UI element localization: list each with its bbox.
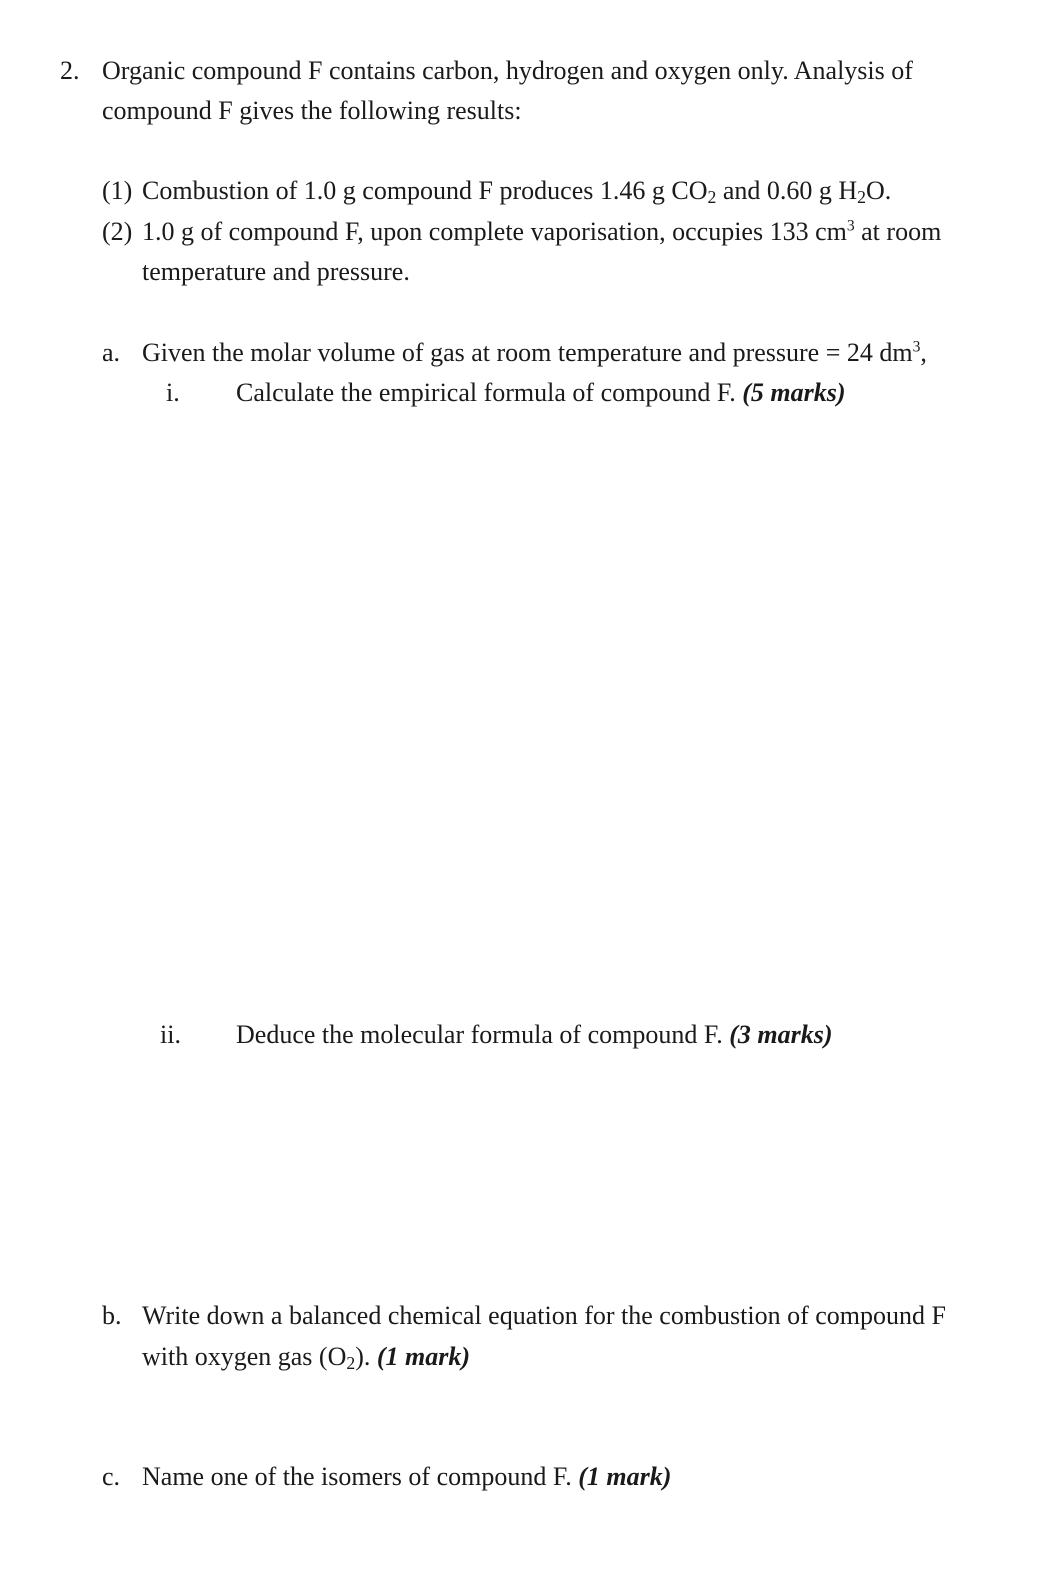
part-c-text: Name one of the isomers of compound F. (1 mark) bbox=[142, 1462, 672, 1491]
part-a-text: Given the molar volume of gas at room temperature and pressure = 24 $dm^3$, bbox=[142, 338, 927, 367]
part-a-label: a. bbox=[102, 338, 121, 367]
part-c-label: c. bbox=[102, 1462, 121, 1491]
result-1-text: Combustion of 1.0 g compound F produces 1.46 g $CO_2$ and 0.60 g $H_2O$. bbox=[142, 176, 892, 207]
result-2-label: (2) bbox=[102, 217, 133, 246]
part-b-line-1: Write down a balanced chemical equation for the combustion of compound F bbox=[142, 1301, 946, 1330]
part-a-i-label: i. bbox=[166, 378, 180, 407]
part-a-i-marks: (5 marks) bbox=[742, 378, 846, 407]
part-b-line-2: with oxygen gas $(O_2)$. (1 mark) bbox=[142, 1342, 471, 1373]
question-intro-line-1: Organic compound F contains carbon, hydrogen and oxygen only. Analysis of bbox=[102, 56, 913, 85]
question-number: 2. bbox=[60, 56, 80, 85]
result-1-label: (1) bbox=[102, 176, 133, 205]
result-2-text-line-2: temperature and pressure. bbox=[142, 257, 410, 286]
part-a-ii-label: ii. bbox=[160, 1020, 181, 1049]
part-c-marks: (1 mark) bbox=[578, 1462, 672, 1491]
part-b-label: b. bbox=[102, 1301, 122, 1330]
question-intro-line-2: compound F gives the following results: bbox=[102, 96, 522, 125]
result-2-text: 1.0 g of compound F, upon complete vaporisation, occupies 133 $cm^3$ at room bbox=[142, 217, 942, 246]
part-a-ii-marks: (3 marks) bbox=[729, 1020, 833, 1049]
part-a-i-text: Calculate the empirical formula of compound F. (5 marks) bbox=[236, 378, 846, 407]
part-b-marks: (1 mark) bbox=[376, 1342, 471, 1371]
part-a-ii-text: Deduce the molecular formula of compound F. (3 marks) bbox=[236, 1020, 833, 1049]
